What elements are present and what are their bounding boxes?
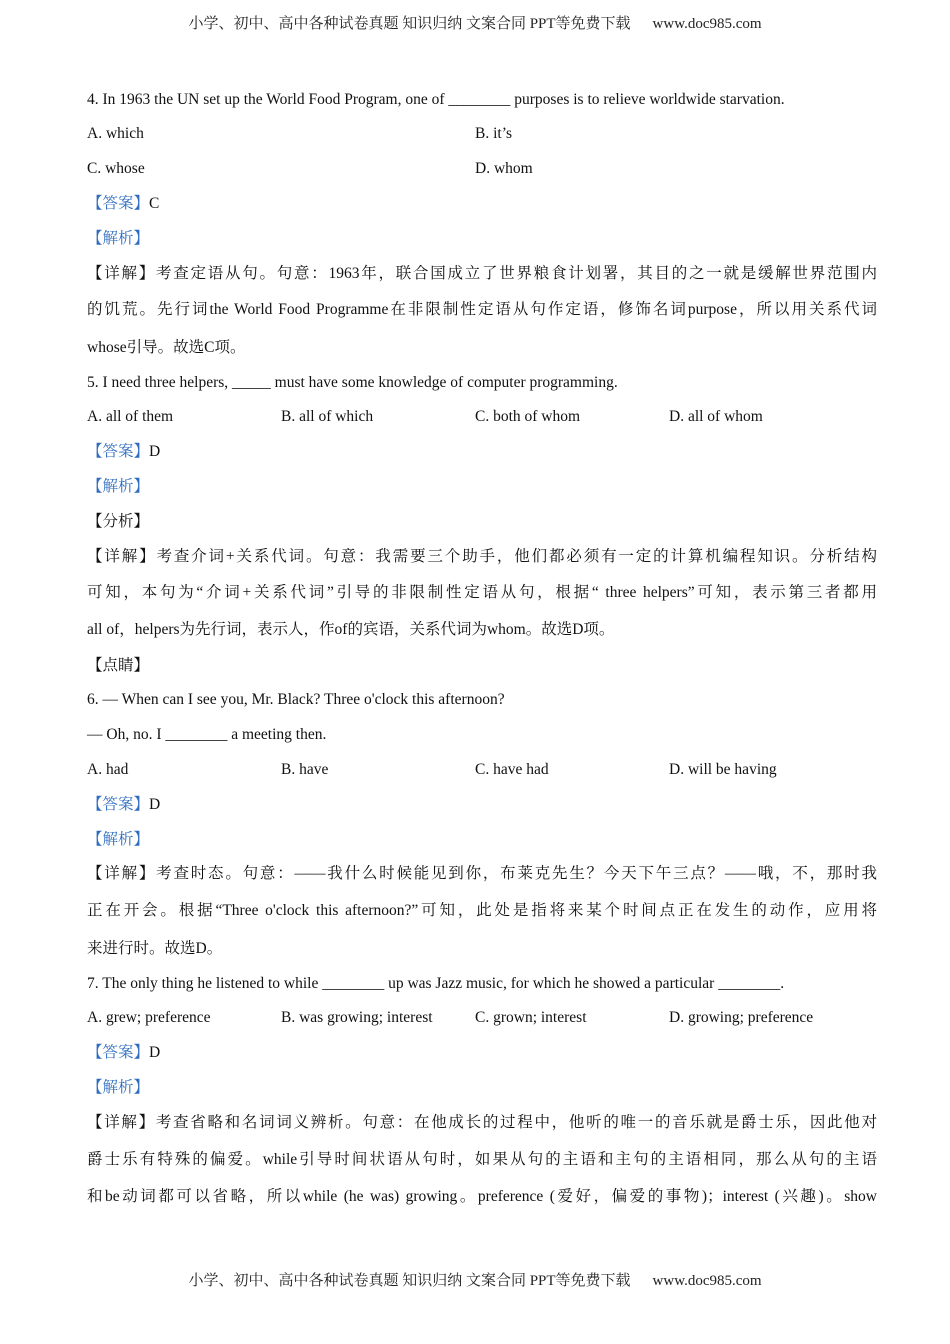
q5-dianjing-label (87, 656, 877, 676)
q5-fenxi-label (87, 512, 877, 532)
answer-label: 【答案】 (87, 195, 150, 212)
answer-value: D (149, 1044, 161, 1061)
q6-detail-line-1 (87, 864, 877, 884)
footer-title: 小学、初中、高中各种试卷真题 知识归纳 文案合同 PPT等免费下载 (188, 1273, 631, 1289)
answer-value: C (149, 195, 160, 212)
q6-detail-line-2: 正在开会。根据“Three o'clock this afternoon?”可知，此处是指将来某个时间点正在发生的动作，应用将 (87, 902, 877, 919)
q7-analysis-label (87, 1078, 877, 1098)
q7-option-c: C. grown; interest (475, 1009, 587, 1026)
detail-text: 考查介词+关系代词。句意：我需要三个助手，他们都必须有一定的计算机编程知识。分析结构 (156, 548, 877, 565)
header-title: 小学、初中、高中各种试卷真题 知识归纳 文案合同 PPT等免费下载 (188, 16, 631, 32)
q7-option-d: D. growing; preference (669, 1009, 814, 1026)
q5-option-d: D. all of whom (669, 408, 763, 425)
header-site-link[interactable]: www.doc985.com (652, 16, 762, 32)
q6-option-d: D. will be having (669, 761, 777, 778)
answer-label: 【答案】 (87, 1044, 150, 1061)
detail-text: 考查时态。句意：——我什么时候能见到你，布莱克先生？今天下午三点？——哦，不，那时我 (156, 865, 877, 882)
q6-answer (87, 795, 877, 815)
detail-label: 【详解】 (87, 865, 157, 882)
detail-label: 【详解】 (87, 548, 157, 565)
footer-site-link[interactable]: www.doc985.com (652, 1273, 762, 1289)
q5-option-a: A. all of them (87, 408, 174, 425)
q4-analysis-label (87, 229, 877, 249)
q7-detail-line-3: 和be动词都可以省略，所以while (he was) growing。preference (爱好，偏爱的事物)；interest (兴趣)。show (87, 1188, 877, 1205)
q5-detail-line-3: all of，helpers为先行词，表示人，作of的宾语，关系代词为whom。故选D项。 (87, 621, 615, 638)
q4-option-a: A. which (87, 125, 144, 142)
q5-answer (87, 442, 877, 462)
q5-analysis-label (87, 477, 877, 497)
q4-option-d: D. whom (475, 160, 533, 177)
q6-analysis-label (87, 830, 877, 850)
q4-option-c: C. whose (87, 160, 145, 177)
page-footer (0, 1269, 950, 1290)
detail-label: 【详解】 (87, 1114, 156, 1131)
q4-detail-line-1 (87, 264, 877, 284)
q5-detail-line-2: 可知，本句为“介词+关系代词”引导的非限制性定语从句，根据“ three helpers”可知，表示第三者都用 (87, 584, 877, 601)
fenxi-label: 【分析】 (87, 513, 150, 530)
q7-option-b: B. was growing; interest (281, 1009, 433, 1026)
q4-detail-line-3: whose引导。故选C项。 (87, 339, 246, 356)
q7-answer (87, 1043, 877, 1063)
answer-label: 【答案】 (87, 443, 150, 460)
q6-stem: 6. — When can I see you, Mr. Black? Three o'clock this afternoon? (87, 691, 505, 708)
analysis-label: 【解析】 (87, 831, 150, 848)
answer-label: 【答案】 (87, 796, 150, 813)
q5-detail-line-1 (87, 547, 877, 567)
q7-option-a: A. grew; preference (87, 1009, 211, 1026)
answer-value: D (149, 443, 161, 460)
q6-option-a: A. had (87, 761, 129, 778)
q7-stem: 7. The only thing he listened to while ________ up was Jazz music, for which he showed a particular ________. (87, 975, 785, 992)
q6-detail-line-3: 来进行时。故选D。 (87, 940, 223, 957)
analysis-label: 【解析】 (87, 478, 150, 495)
page-header (0, 12, 950, 33)
q5-option-b: B. all of which (281, 408, 374, 425)
q7-detail-line-2: 爵士乐有特殊的偏爱。while引导时间状语从句时，如果从句的主语和主句的主语相同，那么从句的主语 (87, 1151, 877, 1168)
analysis-label: 【解析】 (87, 1079, 150, 1096)
dianjing-label: 【点睛】 (87, 657, 150, 674)
q5-option-c: C. both of whom (475, 408, 581, 425)
q4-answer (87, 194, 877, 214)
q7-detail-line-1 (87, 1113, 877, 1133)
analysis-label: 【解析】 (87, 230, 150, 247)
detail-label: 【详解】 (87, 265, 156, 282)
q4-detail-line-2: 的饥荒。先行词the World Food Programme在非限制性定语从句作定语，修饰名词purpose，所以用关系代词 (87, 301, 877, 318)
detail-text: 考查省略和名词词义辨析。句意：在他成长的过程中，他听的唯一的音乐就是爵士乐，因此他对 (155, 1114, 877, 1131)
detail-text: 考查定语从句。句意：1963年，联合国成立了世界粮食计划署，其目的之一就是缓解世界范围内 (156, 265, 877, 282)
q4-option-b: B. it’s (475, 125, 513, 142)
q6-stem-2: — Oh, no. I ________ a meeting then. (87, 726, 327, 743)
q6-option-b: B. have (281, 761, 329, 778)
q4-stem: 4. In 1963 the UN set up the World Food Program, one of ________ purposes is to relieve worldwide starvation. (87, 91, 785, 108)
answer-value: D (149, 796, 161, 813)
q5-stem: 5. I need three helpers, _____ must have some knowledge of computer programming. (87, 374, 618, 391)
q6-option-c: C. have had (475, 761, 549, 778)
